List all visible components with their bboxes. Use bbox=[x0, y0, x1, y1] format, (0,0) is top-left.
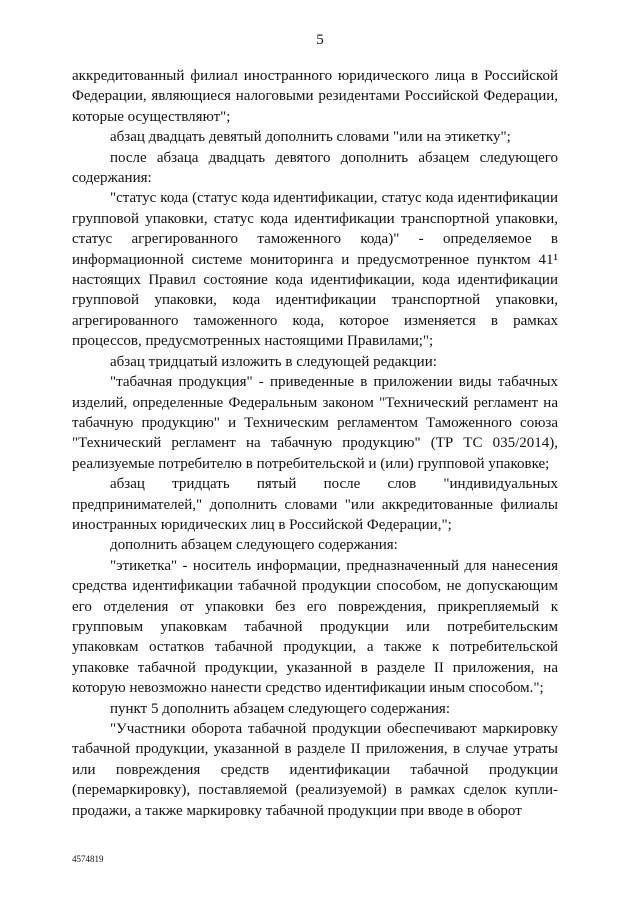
paragraph: абзац тридцать пятый после слов "индивидуальных предпринимателей," дополнить словами "или аккредитованные филиалы иностранных юридических лиц в Российской Федерации,"; bbox=[72, 476, 558, 533]
paragraph: "Участники оборота табачной продукции обеспечивают маркировку табачной продукции, указанной в разделе II приложения, в случае утраты или повреждения средств идентификации табачной продукции (перемаркировку), поставляемой (реализуемой) в рамках сделок купли-продажи, а также маркировку табачной продукции при вводе в оборот bbox=[72, 721, 558, 819]
paragraph: аккредитованный филиал иностранного юридического лица в Российской Федерации, являющиеся налоговыми резидентами Российской Федерации, которые осуществляют"; bbox=[72, 68, 558, 125]
paragraph: дополнить абзацем следующего содержания: bbox=[110, 537, 398, 554]
paragraph: пункт 5 дополнить абзацем следующего содержания: bbox=[110, 700, 450, 717]
paragraph: абзац двадцать девятый дополнить словами "или на этикетку"; bbox=[110, 129, 511, 146]
paragraph: "табачная продукция" - приведенные в приложении виды табачных изделий, определенные Федеральным законом "Технический регламент на табачную продукцию" и Техническим регламентом Таможенного союза "Технический регламент на табачную продукцию" (ТР ТС 035/2014), реализуемые потребителю в потребительской и (или) групповой упаковке; bbox=[72, 374, 558, 472]
paragraph: "этикетка" - носитель информации, предназначенный для нанесения средства идентификации табачной продукции способом, не допускающим его отделения от упаковки без его повреждения, прикрепляемый к групповым упаковкам табачной продукции или потребительским упаковкам остатков табачной продукции, а также к потребительской упаковке табачной продукции, указанной в разделе II приложения, на которую невозможно нанести средство идентификации иным способом."; bbox=[72, 557, 558, 697]
paragraph: "статус кода (статус кода идентификации, статус кода идентификации групповой упаковки, статус кода идентификации транспортной упаковки, статус агрегированного таможенного кода)" - определяемое в информационной системе мониторинга и предусмотренное пунктом 41¹ настоящих Правил состояние кода идентификации, кода идентификации групповой упаковки, кода идентификации транспортной упаковки, агрегированного таможенного кода, которое изменяется в рамках процессов, предусмотренных настоящими Правилами;"; bbox=[72, 190, 558, 350]
document-id: 4574819 bbox=[72, 854, 104, 864]
document-body bbox=[72, 66, 558, 821]
page-number: 5 bbox=[316, 32, 324, 48]
paragraph: абзац тридцатый изложить в следующей редакции: bbox=[110, 353, 437, 370]
paragraph: после абзаца двадцать девятого дополнить абзацем следующего содержания: bbox=[72, 149, 558, 187]
